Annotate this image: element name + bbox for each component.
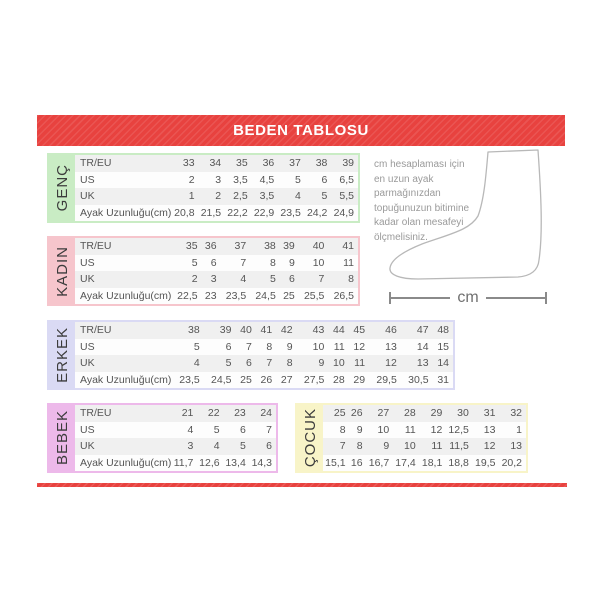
section-label-band [49, 238, 75, 304]
size-value: 2 [188, 173, 195, 186]
size-value: 10 [312, 340, 325, 353]
size-value: 40 [312, 240, 325, 253]
size-value: 20,2 [501, 456, 522, 469]
size-value: 22,2 [227, 206, 248, 219]
table-row [323, 405, 526, 422]
size-value: 29 [353, 373, 366, 386]
size-value: 7 [246, 340, 252, 353]
size-value: 25 [333, 407, 346, 420]
size-value: 22 [207, 407, 220, 420]
size-value: 14 [416, 340, 429, 353]
row-label: Ayak Uzunluğu(cm) [80, 456, 172, 469]
row-label: UK [80, 357, 95, 370]
size-value: 7 [339, 440, 346, 453]
size-value: 24,5 [211, 373, 232, 386]
section-label-band [49, 322, 75, 388]
size-value: 27 [280, 373, 293, 386]
size-value: 32 [510, 407, 522, 420]
size-value: 44 [333, 324, 345, 337]
section-label: ERKEK [53, 327, 71, 383]
size-value: 24 [260, 407, 272, 420]
size-value: 11 [343, 256, 354, 269]
size-value: 3 [187, 440, 194, 453]
table-row [323, 455, 526, 472]
size-value: 26,5 [333, 289, 354, 302]
size-value: 6 [239, 423, 246, 436]
size-value: 24,2 [306, 206, 328, 219]
size-value: 10 [377, 423, 390, 436]
table-row [75, 322, 453, 339]
size-value: 23 [234, 407, 246, 420]
size-value: 26 [350, 407, 363, 420]
row-label: Ayak Uzunluğu(cm) [80, 289, 172, 302]
size-value: 6 [266, 440, 272, 453]
measurement-note: cm hesaplaması için en uzun ayak parmağınızdan topuğunuzun bitimine kadar olan mesafeyi ölçmelisiniz. [374, 159, 470, 243]
size-value: 1 [516, 423, 522, 436]
cm-ruler [389, 290, 547, 305]
row-label: TR/EU [80, 240, 112, 253]
size-value: 38 [264, 240, 276, 253]
size-value: 24,5 [255, 289, 276, 302]
table-row [75, 172, 358, 189]
size-value: 11 [333, 340, 345, 353]
size-value: 47 [416, 324, 429, 337]
table-row [75, 405, 276, 422]
size-value: 23,5 [179, 373, 200, 386]
size-value: 21 [181, 407, 194, 420]
size-value: 11 [404, 423, 416, 436]
size-value: 11 [431, 440, 443, 453]
size-value: 26 [260, 373, 273, 386]
size-value: 30 [457, 407, 469, 420]
size-value: 13 [510, 440, 522, 453]
size-value: 28 [404, 407, 416, 420]
size-value: 39 [219, 324, 232, 337]
section-kadin [47, 236, 360, 306]
ruler-right-tick [545, 292, 547, 304]
table-row [75, 238, 358, 255]
size-value: 36 [204, 240, 217, 253]
size-value: 3,5 [233, 173, 248, 186]
size-value: 29,5 [376, 373, 397, 386]
size-value: 5 [321, 190, 328, 203]
row-label: Ayak Uzunluğu(cm) [80, 373, 172, 386]
size-value: 5 [225, 357, 232, 370]
size-value: 8 [266, 340, 273, 353]
size-value: 9 [383, 440, 390, 453]
size-value: 10 [312, 256, 325, 269]
size-value: 6 [321, 173, 328, 186]
size-value: 3 [215, 173, 222, 186]
size-value: 5 [213, 423, 220, 436]
size-table [75, 238, 358, 304]
section-label: GENÇ [53, 164, 71, 212]
section-genc [47, 153, 360, 223]
size-value: 23,5 [225, 289, 247, 302]
size-value: 8 [286, 357, 293, 370]
bottom-divider [37, 483, 567, 487]
size-value: 5 [193, 340, 200, 353]
size-value: 12,6 [199, 456, 220, 469]
size-value: 24,9 [333, 206, 354, 219]
size-value: 39 [342, 157, 354, 170]
row-label: Ayak Uzunluğu(cm) [80, 206, 172, 219]
size-value: 12 [353, 340, 366, 353]
size-value: 35 [185, 240, 198, 253]
row-label: TR/EU [80, 324, 112, 337]
size-value: 41 [260, 324, 273, 337]
page-title: BEDEN TABLOSU [233, 122, 369, 139]
size-value: 7 [266, 423, 272, 436]
size-value: 12 [430, 423, 443, 436]
size-value: 5 [191, 256, 198, 269]
row-label: US [80, 173, 95, 186]
size-value: 19,5 [474, 456, 496, 469]
row-label: UK [80, 190, 95, 203]
table-row [75, 455, 276, 472]
size-value: 1 [188, 190, 195, 203]
size-value: 2 [215, 190, 222, 203]
size-value: 13 [483, 423, 496, 436]
size-value: 8 [356, 440, 363, 453]
title-banner [37, 115, 565, 146]
size-value: 18,1 [421, 456, 443, 469]
size-value: 12,5 [448, 423, 469, 436]
size-value: 34 [209, 157, 222, 170]
size-value: 4 [193, 357, 200, 370]
size-value: 37 [289, 157, 301, 170]
section-label-band [49, 405, 75, 471]
row-label: TR/EU [80, 407, 112, 420]
size-value: 6 [246, 357, 252, 370]
table-row [323, 438, 526, 455]
table-row [75, 339, 453, 356]
size-value: 33 [182, 157, 195, 170]
size-value: 45 [353, 324, 366, 337]
size-value: 41 [342, 240, 354, 253]
size-value: 35 [236, 157, 248, 170]
size-value: 38 [315, 157, 328, 170]
size-value: 27 [377, 407, 390, 420]
size-value: 8 [269, 256, 276, 269]
size-value: 31 [437, 373, 449, 386]
size-value: 16,7 [368, 456, 390, 469]
size-value: 8 [348, 273, 354, 286]
size-value: 17,4 [395, 456, 416, 469]
section-erkek [47, 320, 455, 390]
size-value: 4 [240, 273, 247, 286]
row-label: UK [80, 440, 95, 453]
size-value: 2,5 [233, 190, 248, 203]
size-value: 25 [283, 289, 295, 302]
table-row [75, 188, 358, 205]
size-value: 4 [213, 440, 220, 453]
size-value: 13 [416, 357, 429, 370]
size-value: 14 [437, 357, 449, 370]
size-value: 9 [356, 423, 363, 436]
size-value: 37 [234, 240, 247, 253]
row-label: US [80, 340, 95, 353]
size-value: 7 [318, 273, 325, 286]
size-value: 40 [240, 324, 252, 337]
table-row [323, 422, 526, 439]
size-table [323, 405, 526, 471]
size-value: 10 [333, 357, 345, 370]
size-table [75, 322, 453, 388]
size-value: 10 [404, 440, 416, 453]
size-value: 18,8 [448, 456, 469, 469]
size-value: 13,4 [225, 456, 246, 469]
size-value: 12 [385, 357, 397, 370]
size-value: 9 [286, 340, 293, 353]
size-value: 6,5 [339, 173, 354, 186]
size-value: 28 [333, 373, 345, 386]
foot-outline-illustration [378, 148, 546, 293]
size-value: 23,5 [280, 206, 301, 219]
size-value: 8 [339, 423, 346, 436]
section-label: KADIN [53, 245, 71, 297]
size-value: 11 [354, 357, 366, 370]
size-value: 6 [288, 273, 295, 286]
table-row [75, 288, 358, 305]
size-value: 5 [239, 440, 246, 453]
section-label: ÇOCUK [301, 408, 319, 468]
size-value: 25 [240, 373, 252, 386]
size-value: 14,3 [251, 456, 272, 469]
size-value: 48 [437, 324, 449, 337]
size-value: 4 [187, 423, 194, 436]
size-value: 27,5 [303, 373, 325, 386]
table-row [75, 355, 453, 372]
section-cocuk [295, 403, 528, 473]
size-table [75, 405, 276, 471]
table-row [75, 255, 358, 272]
size-value: 9 [288, 256, 295, 269]
size-value: 4,5 [259, 173, 275, 186]
table-row [75, 271, 358, 288]
size-value: 20,8 [174, 206, 195, 219]
size-value: 11,5 [449, 440, 469, 453]
table-row [75, 205, 358, 222]
size-value: 25,5 [303, 289, 325, 302]
size-value: 7 [266, 357, 273, 370]
size-value: 15,1 [325, 456, 346, 469]
size-value: 30,5 [408, 373, 429, 386]
size-value: 4 [294, 190, 301, 203]
size-value: 42 [280, 324, 293, 337]
size-value: 11,7 [173, 456, 194, 469]
size-value: 15 [437, 340, 449, 353]
size-value: 2 [191, 273, 198, 286]
ruler-line [391, 297, 450, 299]
table-row [75, 422, 276, 439]
size-value: 7 [240, 256, 247, 269]
table-row [75, 372, 453, 389]
size-value: 39 [283, 240, 295, 253]
size-value: 16 [350, 456, 363, 469]
size-value: 36 [262, 157, 275, 170]
size-value: 9 [318, 357, 325, 370]
size-value: 31 [483, 407, 496, 420]
row-label: US [80, 423, 95, 436]
size-value: 21,5 [200, 206, 222, 219]
section-label-band [297, 405, 323, 471]
section-label-band [49, 155, 75, 221]
size-value: 5,5 [339, 190, 354, 203]
size-value: 22,5 [177, 289, 198, 302]
table-row [75, 438, 276, 455]
section-bebek [47, 403, 278, 473]
section-label: BEBEK [53, 410, 71, 466]
size-value: 29 [430, 407, 443, 420]
size-value: 6 [210, 256, 217, 269]
size-value: 38 [188, 324, 200, 337]
size-value: 12 [483, 440, 496, 453]
ruler-line [486, 297, 545, 299]
size-value: 23 [204, 289, 217, 302]
size-value: 6 [225, 340, 232, 353]
size-value: 5 [294, 173, 301, 186]
size-value: 3,5 [259, 190, 275, 203]
row-label: UK [80, 273, 95, 286]
cm-label: cm [457, 288, 479, 306]
size-value: 3 [210, 273, 217, 286]
size-table [75, 155, 358, 221]
size-value: 22,9 [253, 206, 275, 219]
size-value: 43 [312, 324, 325, 337]
row-label: US [80, 256, 95, 269]
size-value: 5 [269, 273, 276, 286]
row-label: TR/EU [80, 157, 112, 170]
size-value: 13 [385, 340, 397, 353]
size-value: 46 [385, 324, 397, 337]
table-row [75, 155, 358, 172]
